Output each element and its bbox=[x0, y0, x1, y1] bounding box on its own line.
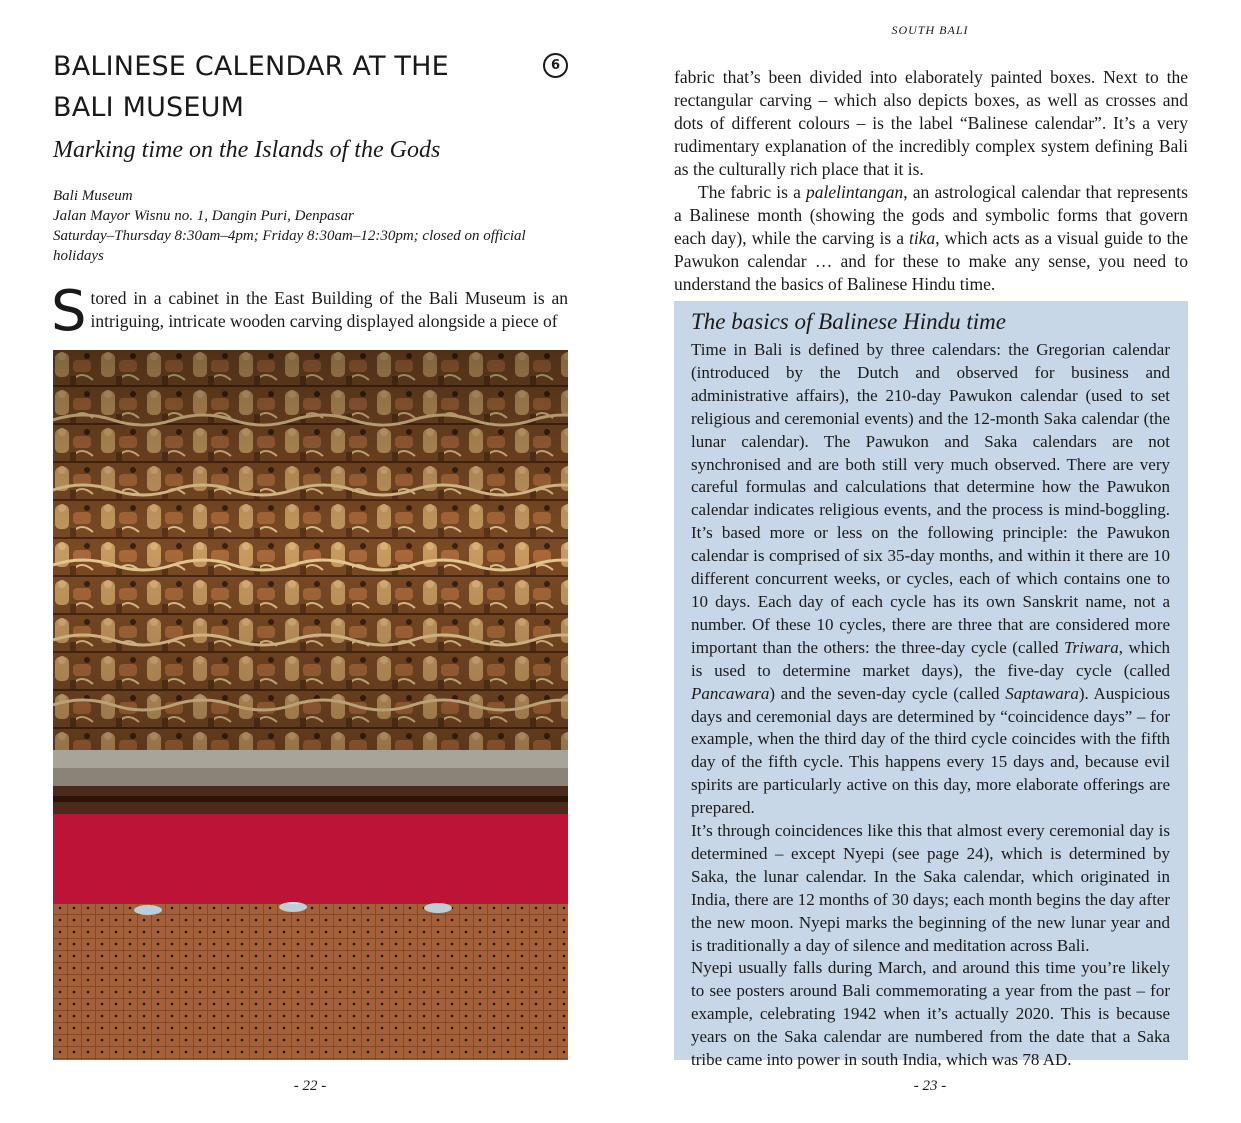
running-head: SOUTH BALI bbox=[891, 23, 969, 37]
entry-title-line-1: BALINESE CALENDAR AT THE bbox=[53, 51, 449, 82]
body-paragraph-1: fabric that’s been divided into elaborately painted boxes. Next to the rectangular carving – which also depicts boxes, as well as crosses and dots of different colours – is the label “Balinese calendar”. It’s a very rudimentary explanation of the incredibly complex system defining Bali as the culturally rich place that it is. bbox=[674, 67, 1188, 179]
venue-name: Bali Museum bbox=[53, 188, 133, 204]
opening-hours: Saturday–Thursday 8:30am–4pm; Friday 8:30am–12:30pm; closed on official holidays bbox=[53, 228, 526, 264]
sb-p1-e: ) and the seven-day cycle (called bbox=[769, 683, 1006, 703]
sidebar-paragraph-3: Nyepi usually falls during March, and around this time you’re likely to see posters around Bali commemorating a year from the past – for example, celebrating 1942 when it’s actually 2020. This is because years on the Saka calendar are numbered from the date that a Saka tribe came into power in south India, which was 78 AD. bbox=[691, 958, 1170, 1070]
intro-text: tored in a cabinet in the East Building of the Bali Museum is an intriguing, intricate wooden carving displayed alongside a piece of bbox=[90, 288, 568, 331]
p2-text-e: , which acts as a visual guide to the Pawukon calendar … and for these to make any sense, you need to understand the basics of Balinese Hindu time. bbox=[674, 228, 1188, 294]
entry-subtitle: Marking time on the Islands of the Gods bbox=[53, 137, 441, 163]
entry-info bbox=[53, 186, 573, 266]
page-number-right: - 23 - bbox=[913, 1078, 947, 1094]
p2-term-palelintangan: palelintangan bbox=[806, 182, 904, 202]
sb-p1-g: ). Auspicious days and ceremonial days are determined by “coincidence days” – for example, when the third day of the third cycle coincides with the fifth day of the fifth cycle. This happens every 15 days and, because evil spirits are particularly active on this day, more elaborate offerings are prepared. bbox=[691, 683, 1170, 818]
venue-address: Jalan Mayor Wisnu no. 1, Dangin Puri, Denpasar bbox=[53, 208, 354, 224]
sb-term-triwara: Triwara bbox=[1063, 637, 1119, 657]
sidebar-title: The basics of Balinese Hindu time bbox=[691, 309, 1006, 334]
sb-term-saptawara: Saptawara bbox=[1005, 683, 1079, 703]
sb-p1-c: , which is used to determine market days), the five-day cycle (called bbox=[691, 637, 1170, 680]
intro-paragraph bbox=[51, 279, 568, 344]
drop-cap: S bbox=[51, 279, 87, 344]
p2-text-a: The fabric is a bbox=[698, 182, 807, 202]
carving-photo-illustration bbox=[53, 350, 568, 1060]
p2-text-c: , an astrological calendar that represents a Balinese month (showing the gods and symbolic forms that govern each day), while the carving is a bbox=[674, 182, 1188, 248]
p2-term-tika: tika bbox=[909, 228, 936, 248]
page-number-left: - 22 - bbox=[293, 1078, 327, 1094]
carving-photo bbox=[53, 350, 568, 1060]
sidebar-paragraph-1 bbox=[691, 339, 1170, 820]
sb-p1-a: Time in Bali is defined by three calendars: the Gregorian calendar (introduced by the Dutch and observed for business and administrative affairs), the 210-day Pawukon calendar (used to set religious and ceremonial events) and the 12-month Saka calendar (the lunar calendar). The Pawukon and Saka calendars are not synchronised and are both still very much observed. There are very careful formulas and calculations that determine how the Pawukon calendar indicates religious events, and the process is mind-boggling. It’s based more or less on the following principle: the Pawukon calendar is comprised of six 35-day months, and within it there are 10 different concurrent weeks, or cycles, each of which contains one to 10 days. Each day of each cycle has its own Sanskrit name, not a number. Of these 10 cycles, there are three that are considered more important than the others: the three-day cycle (called bbox=[691, 340, 1170, 657]
sidebar-paragraph-2: It’s through coincidences like this that almost every ceremonial day is determined – except Nyepi (see page 24), which is determined by Saka, the lunar calendar. In the Saka calendar, which originated in India, there are 12 months of 30 days; each month begins the day after the new moon. Nyepi marks the beginning of the new lunar year and is traditionally a day of silence and meditation across Bali. bbox=[691, 821, 1170, 955]
body-paragraph-2 bbox=[674, 181, 1188, 296]
body-text bbox=[674, 66, 1188, 296]
info-sidebar bbox=[674, 301, 1188, 1070]
entry-title-line-2: BALI MUSEUM bbox=[53, 92, 245, 123]
entry-title bbox=[53, 46, 523, 128]
entry-number-badge: 6 bbox=[543, 53, 568, 78]
sidebar-text bbox=[691, 339, 1170, 1072]
sb-term-pancawara: Pancawara bbox=[691, 683, 770, 703]
